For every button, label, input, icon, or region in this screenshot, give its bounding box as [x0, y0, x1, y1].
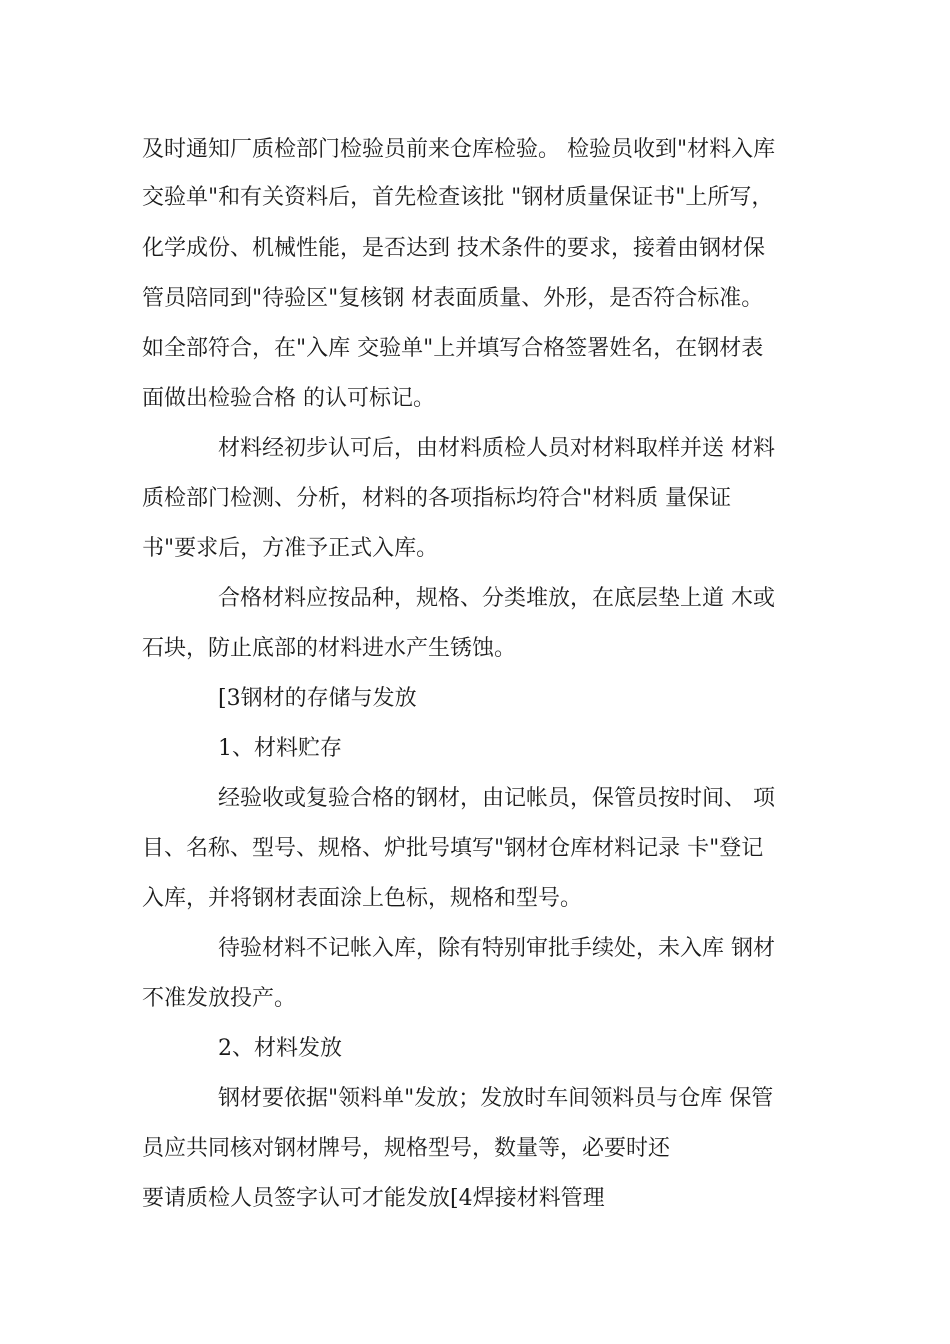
paragraph-line: 钢材要依据"领料单"发放；发放时车间领料员与仓库 保管 — [218, 1086, 774, 1111]
paragraph-line: 不准发放投产。 — [142, 986, 297, 1011]
subsection-heading: 2、材料发放 — [218, 1036, 342, 1061]
paragraph-line: 面做出检验合格 的认可标记。 — [142, 386, 435, 411]
paragraph-line: 入库，并将钢材表面涂上色标，规格和型号。 — [142, 886, 583, 911]
paragraph-line: 质检部门检测、分析，材料的各项指标均符合"材料质 量保证 — [142, 486, 732, 511]
paragraph-line: 合格材料应按品种，规格、分类堆放，在底层垫上道 木或 — [218, 586, 775, 611]
paragraph-line: 如全部符合，在"入库 交验单"上并填写合格签署姓名，在钢材表 — [142, 336, 764, 361]
paragraph-line: 书"要求后，方准予正式入库。 — [142, 536, 439, 561]
paragraph-line: 交验单"和有关资料后，首先检查该批 "钢材质量保证书"上所写， — [142, 185, 774, 210]
paragraph-line: 化学成份、机械性能，是否达到 技术条件的要求，接着由钢材保 — [142, 236, 765, 261]
paragraph-line: 待验材料不记帐入库，除有特别审批手续处，未入库 钢材 — [218, 936, 775, 961]
paragraph-line: 目、名称、型号、规格、炉批号填写"钢材仓库材料记录 卡"登记 — [142, 836, 764, 861]
section-heading: [3钢材的存储与发放 — [218, 686, 417, 711]
paragraph-line: 材料经初步认可后，由材料质检人员对材料取样并送 材料 — [218, 436, 775, 461]
paragraph-line: 员应共同核对钢材牌号，规格型号，数量等，必要时还 — [142, 1136, 671, 1161]
paragraph-line: 经验收或复验合格的钢材，由记帐员，保管员按时间、 项 — [218, 786, 775, 811]
subsection-heading: 1、材料贮存 — [218, 736, 342, 761]
paragraph-line: 石块，防止底部的材料进水产生锈蚀。 — [142, 636, 517, 661]
paragraph-line: 要请质检人员签字认可才能发放[4焊接材料管理 — [142, 1186, 605, 1211]
paragraph-line: 及时通知厂质检部门检验员前来仓库检验。 检验员收到"材料入库 — [142, 137, 776, 162]
paragraph-line: 管员陪同到"待验区"复核钢 材表面质量、外形，是否符合标准。 — [142, 286, 764, 311]
